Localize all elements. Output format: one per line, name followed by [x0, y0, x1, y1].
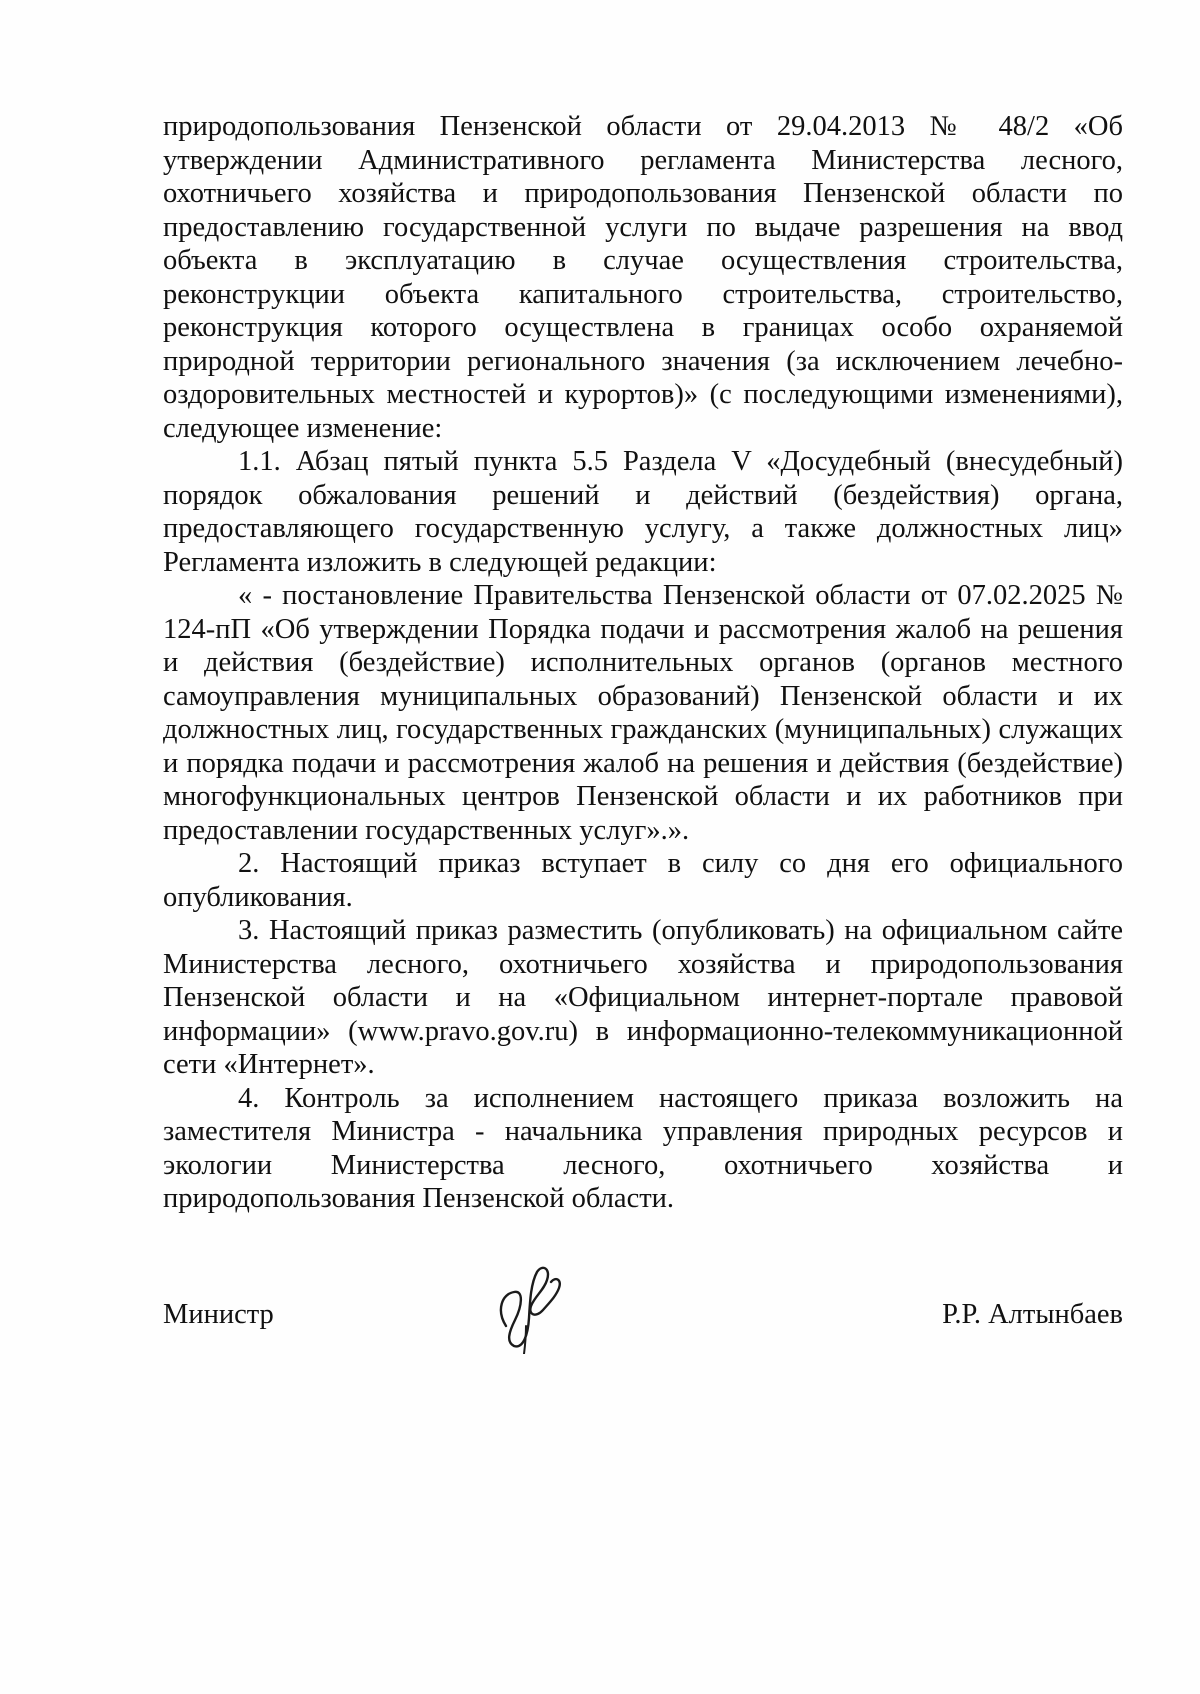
paragraph-4: 4. Контроль за исполнением настоящего приказа возложить на заместителя Министра - начальника управления природных ресурсов и экологии Министерства лесного, охотничьего хозяйства и природопользования Пензенской области. [163, 1082, 1123, 1214]
paragraph-quoted-amendment: « - постановление Правительства Пензенской области от 07.02.2025 № 124-пП «Об утверждении Порядка подачи и рассмотрения жалоб на решения и действия (бездействие) исполнительных органов (органов местного самоуправления муниципальных образований) Пензенской области и их должностных лиц, государственных гражданских (муниципальных) служащих и порядка подачи и рассмотрения жалоб на решения и действия (бездействие) многофункциональных центров Пензенской области и их работников при предоставлении государственных услуг».». [163, 580, 1123, 846]
signer-name: Р.Р. Алтынбаев [942, 1299, 1123, 1330]
signature-block [163, 1298, 1123, 1348]
signer-title: Министр [163, 1299, 274, 1330]
paragraph-1-1: 1.1. Абзац пятый пункта 5.5 Раздела V «Досудебный (внесудебный) порядок обжалования решений и действий (бездействия) органа, предоставляющего государственную услугу, а также должностных лиц» Регламента изложить в следующей редакции: [163, 446, 1123, 578]
paragraph-intro-continuation: природопользования Пензенской области от 29.04.2013 № 48/2 «Об утверждении Административного регламента Министерства лесного, охотничьего хозяйства и природопользования Пензенской области по предоставлению государственной услуги по выдаче разрешения на ввод объекта в эксплуатацию в случае осуществления строительства, реконструкции объекта капитального строительства, строительство, реконструкция которого осуществлена в границах особо охраняемой природной территории регионального значения (за исключением лечебно-оздоровительных местностей и курортов)» (с последующими изменениями), следующее изменение: [163, 111, 1123, 444]
document-body [163, 110, 1123, 1216]
paragraph-3: 3. Настоящий приказ разместить (опубликовать) на официальном сайте Министерства лесного, охотничьего хозяйства и природопользования Пензенской области и на «Официальном интернет-портале правовой информации» (www.pravo.gov.ru) в информационно-телекоммуникационной сети «Интернет». [163, 915, 1123, 1080]
paragraph-2: 2. Настоящий приказ вступает в силу со дня его официального опубликования. [163, 848, 1123, 913]
